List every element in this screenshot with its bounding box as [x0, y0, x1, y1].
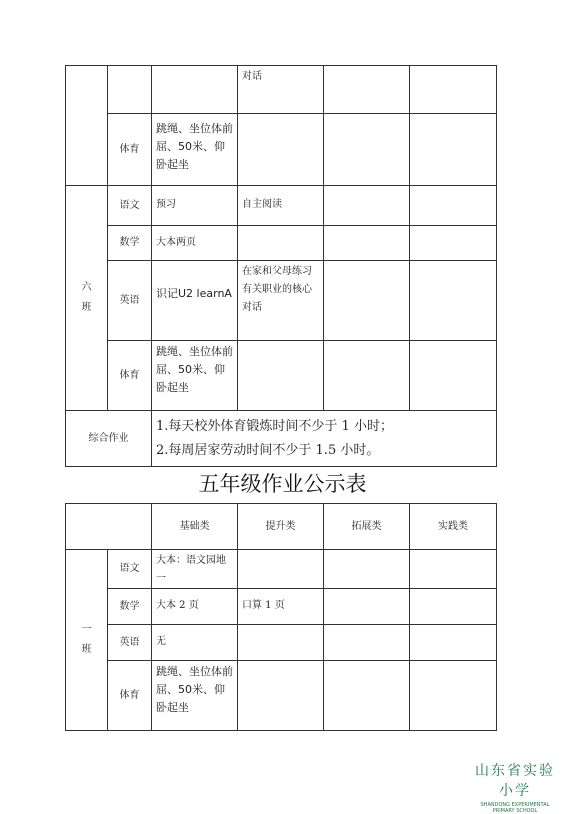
- class-name-cell: 六班: [66, 186, 108, 411]
- basic-cell: 识记U2 learnA: [152, 261, 238, 341]
- practice-cell: [410, 589, 497, 625]
- improve-cell: 对话: [238, 66, 324, 114]
- improve-cell: [238, 661, 324, 731]
- school-logo-name: 山东省实验小学: [475, 763, 555, 799]
- school-logo: [470, 760, 560, 814]
- improve-cell: 在家和父母练习有关职业的核心对话: [238, 261, 324, 341]
- practice-cell: [410, 186, 497, 226]
- practice-cell: [410, 66, 497, 114]
- practice-cell: [410, 261, 497, 341]
- basic-cell: 大本：语文园地一: [152, 550, 238, 589]
- subject-cell: 语文: [108, 550, 152, 589]
- practice-cell: [410, 625, 497, 661]
- class-name-cell: 一班: [66, 550, 108, 731]
- basic-cell: 预习: [152, 186, 238, 226]
- subject-cell: 英语: [108, 261, 152, 341]
- extend-cell: [324, 589, 410, 625]
- basic-cell: [152, 66, 238, 114]
- subject-cell: 体育: [108, 341, 152, 411]
- summary-label: 综合作业: [66, 411, 152, 467]
- top-table: [65, 65, 497, 467]
- subject-cell: 语文: [108, 186, 152, 226]
- practice-cell: [410, 226, 497, 261]
- bottom-table: [65, 503, 497, 731]
- class-cell-continued: [66, 66, 108, 186]
- subject-cell: [108, 66, 152, 114]
- subject-cell: 英语: [108, 625, 152, 661]
- header-practice: 实践类: [410, 504, 497, 550]
- practice-cell: [410, 341, 497, 411]
- improve-cell: [238, 625, 324, 661]
- extend-cell: [324, 261, 410, 341]
- basic-cell: 跳绳、坐位体前屈、50米、仰卧起坐: [152, 661, 238, 731]
- basic-cell: 大本 2 页: [152, 589, 238, 625]
- improve-cell: 自主阅读: [238, 186, 324, 226]
- practice-cell: [410, 114, 497, 186]
- extend-cell: [324, 66, 410, 114]
- subject-cell: 体育: [108, 661, 152, 731]
- extend-cell: [324, 625, 410, 661]
- school-logo-english: SHANDONG EXPERIMENTAL PRIMARY SCHOOL: [480, 802, 550, 814]
- practice-cell: [410, 661, 497, 731]
- subject-cell: 数学: [108, 589, 152, 625]
- header-improve: 提升类: [238, 504, 324, 550]
- improve-cell: [238, 114, 324, 186]
- basic-cell: 大本两页: [152, 226, 238, 261]
- header-basic: 基础类: [152, 504, 238, 550]
- summary-line-2: 2.每周居家劳动时间不少于 1.5 小时。: [156, 442, 380, 458]
- extend-cell: [324, 661, 410, 731]
- extend-cell: [324, 550, 410, 589]
- header-extend: 拓展类: [324, 504, 410, 550]
- improve-cell: 口算 1 页: [238, 589, 324, 625]
- extend-cell: [324, 341, 410, 411]
- practice-cell: [410, 550, 497, 589]
- summary-text: [152, 411, 497, 467]
- summary-line-1: 1.每天校外体育锻炼时间不少于 1 小时；: [156, 418, 393, 434]
- extend-cell: [324, 226, 410, 261]
- improve-cell: [238, 341, 324, 411]
- extend-cell: [324, 186, 410, 226]
- page-title: 五年级作业公示表: [198, 472, 367, 496]
- basic-cell: 跳绳、坐位体前屈、50米、仰卧起坐: [152, 114, 238, 186]
- basic-cell: 跳绳、坐位体前屈、50米、仰卧起坐: [152, 341, 238, 411]
- extend-cell: [324, 114, 410, 186]
- subject-cell: 体育: [108, 114, 152, 186]
- improve-cell: [238, 226, 324, 261]
- improve-cell: [238, 550, 324, 589]
- basic-cell: 无: [152, 625, 238, 661]
- subject-cell: 数学: [108, 226, 152, 261]
- header-blank: [66, 504, 152, 550]
